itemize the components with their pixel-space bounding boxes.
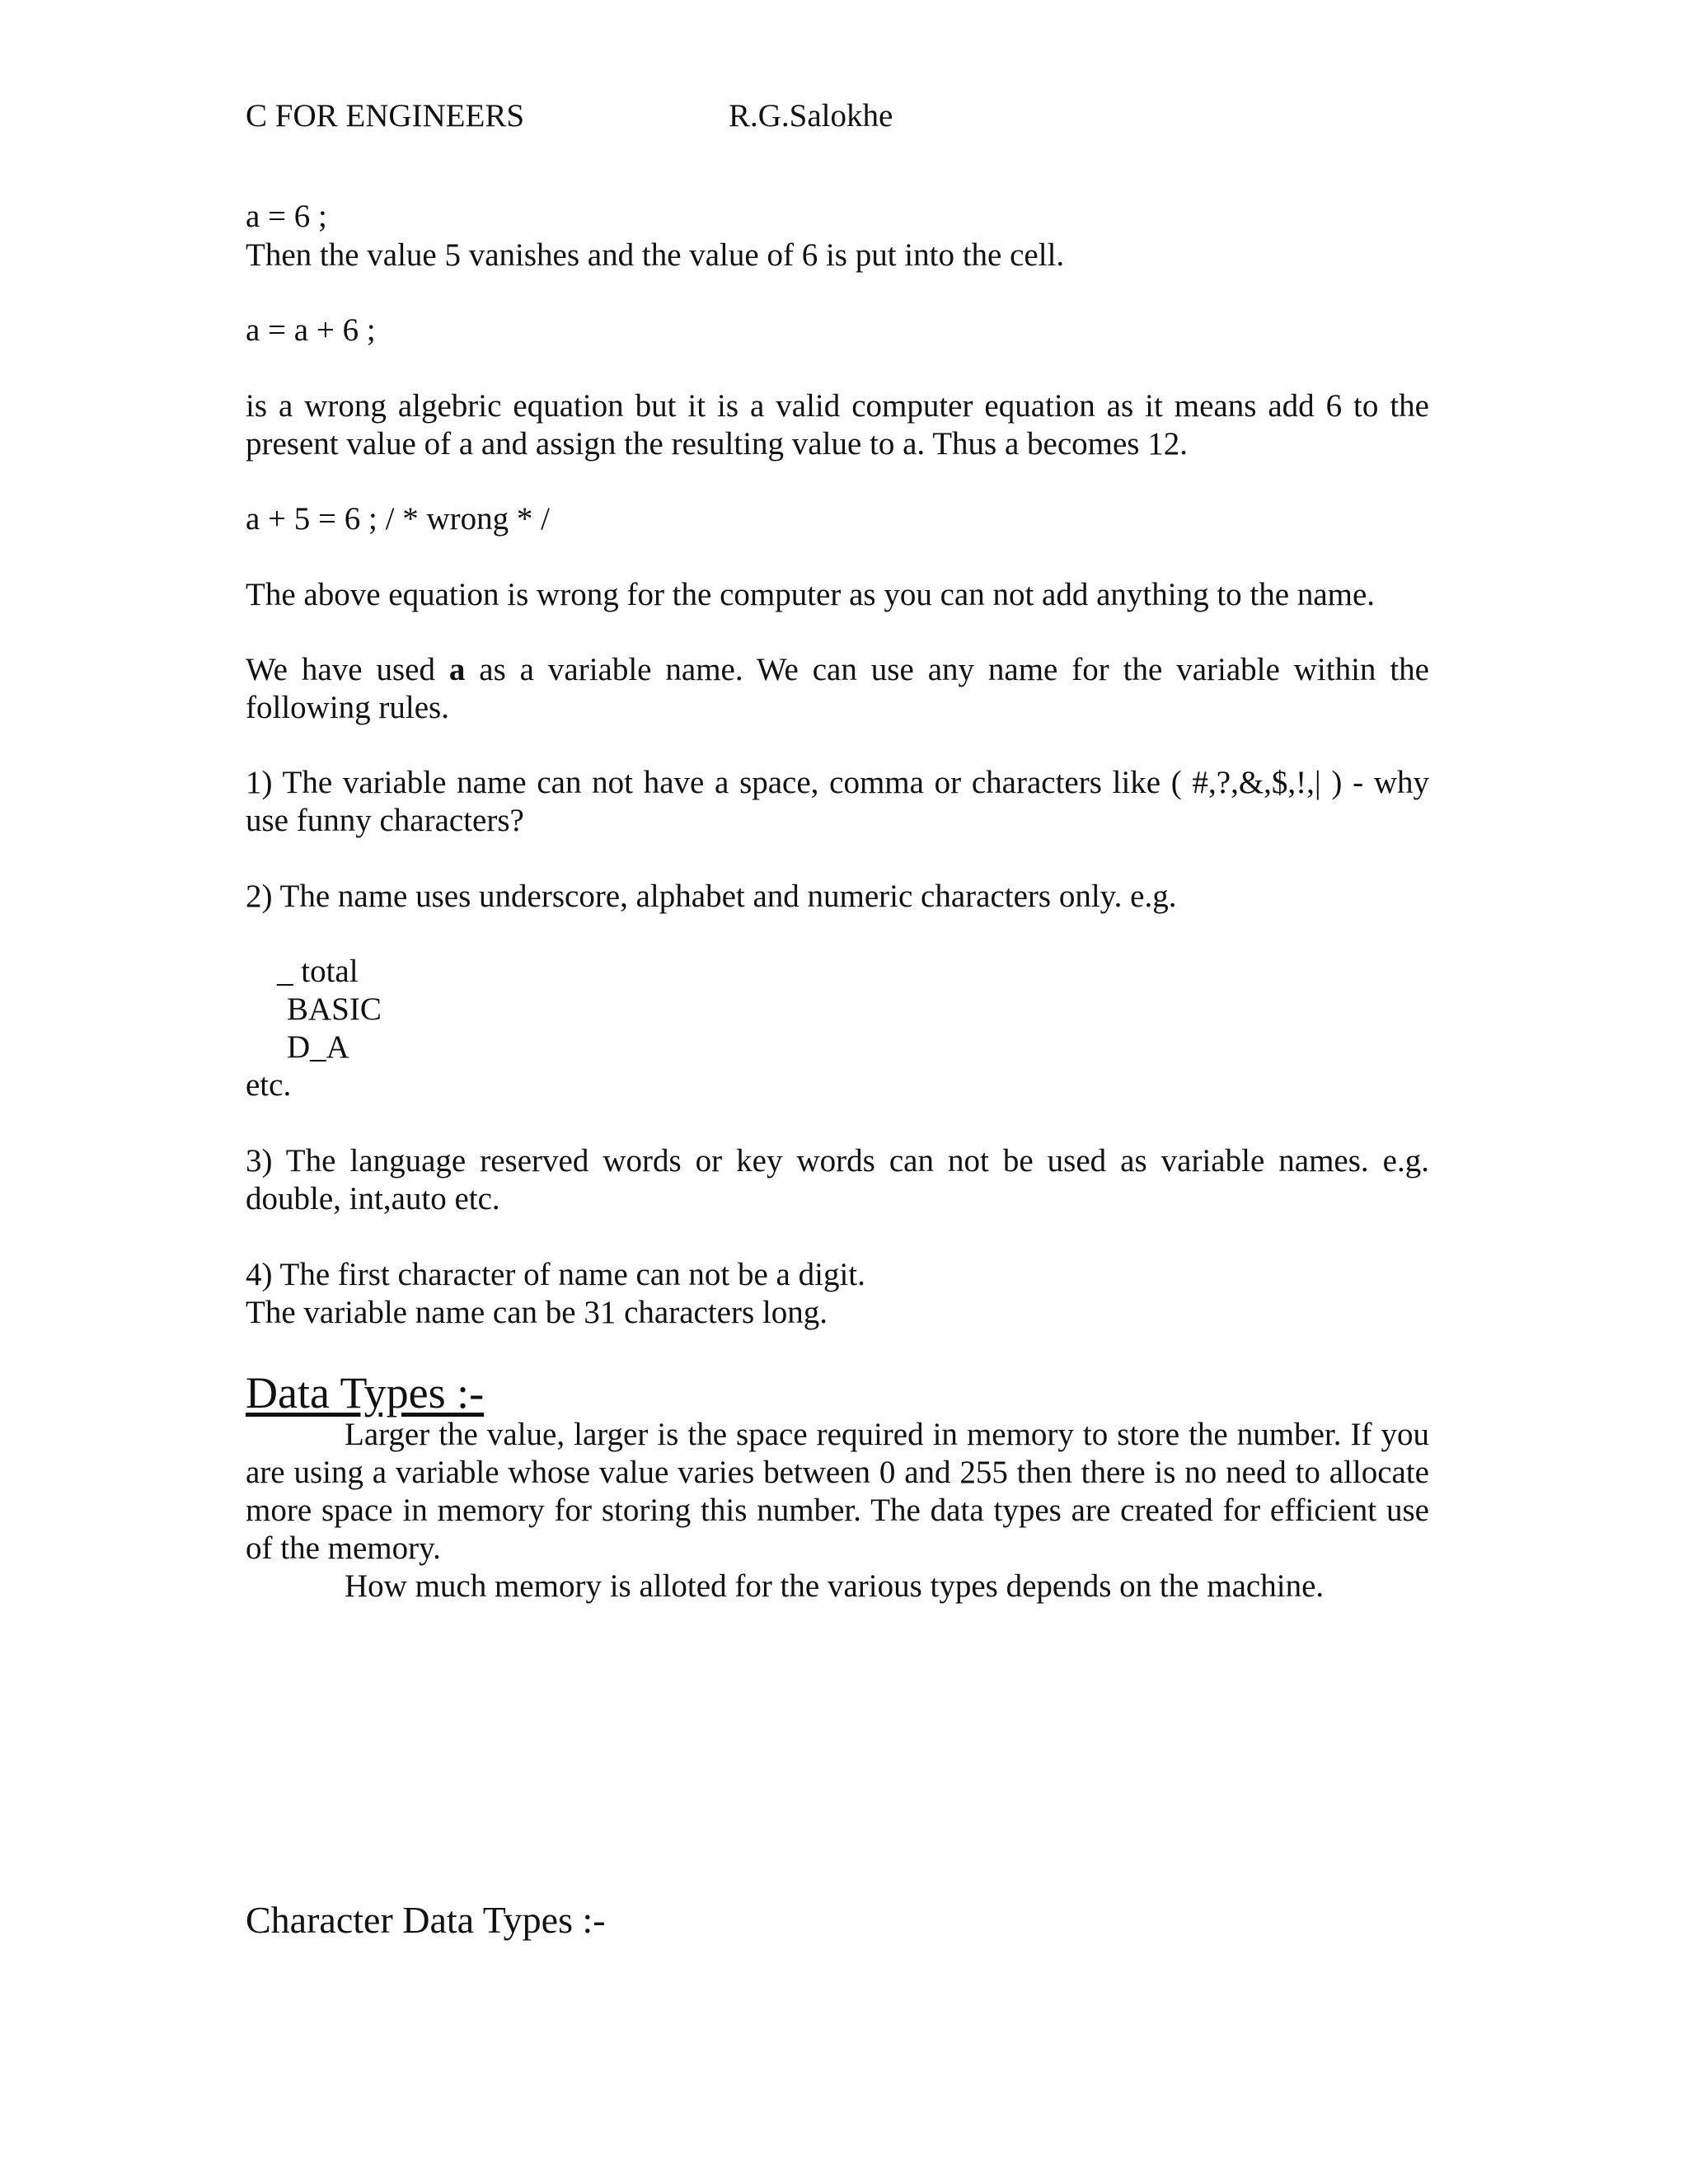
section-heading: Character Data Types :-: [246, 1899, 606, 1941]
text-span: as a variable name. We can use any name for the variable within the following rules.: [246, 652, 1429, 725]
example-item: D_A: [287, 1029, 349, 1065]
paragraph: Larger the value, larger is the space required in memory to store the number. If you are using a variable whose value varies between 0 and 255 then there is no need to allocate more space in memory for storing this number. The data types are created for efficient use of the memory.: [246, 1417, 1429, 1566]
code-line: a = 6 ;: [246, 199, 327, 234]
text-span: We have used: [246, 652, 449, 687]
header-title: C FOR ENGINEERS: [246, 98, 525, 134]
code-line: a = a + 6 ;: [246, 312, 376, 348]
section-body: [246, 1416, 1429, 1605]
text-line: The variable name can be 31 characters long.: [246, 1295, 828, 1330]
rule-item: 4) The first character of name can not be a digit.: [246, 1257, 865, 1292]
section-heading: Data Types :-: [246, 1368, 485, 1418]
text-line: etc.: [246, 1067, 292, 1103]
rule-item: 1) The variable name can not have a space, comma or characters like ( #,?,&,$,!,| ) - why use funny characters?: [246, 765, 1429, 838]
example-item: BASIC: [287, 991, 382, 1027]
text-line: Then the value 5 vanishes and the value of 6 is put into the cell.: [246, 237, 1065, 273]
paragraph: [246, 651, 1429, 727]
header-author: R.G.Salokhe: [729, 98, 893, 134]
paragraph: How much memory is alloted for the various types depends on the machine.: [345, 1568, 1325, 1604]
example-item: _ total: [277, 954, 359, 989]
rule-item: 2) The name uses underscore, alphabet and numeric characters only. e.g.: [246, 879, 1177, 914]
paragraph: is a wrong algebric equation but it is a valid computer equation as it means add 6 to the present value of a and assign the resulting value to a. Thus a becomes 12.: [246, 388, 1429, 462]
rule-item: 3) The language reserved words or key words can not be used as variable names. e.g. double, int,auto etc.: [246, 1143, 1429, 1216]
code-line: a + 5 = 6 ; / * wrong * /: [246, 501, 550, 537]
variable-name-bold: a: [448, 652, 466, 687]
text-line: The above equation is wrong for the computer as you can not add anything to the name.: [246, 577, 1376, 612]
